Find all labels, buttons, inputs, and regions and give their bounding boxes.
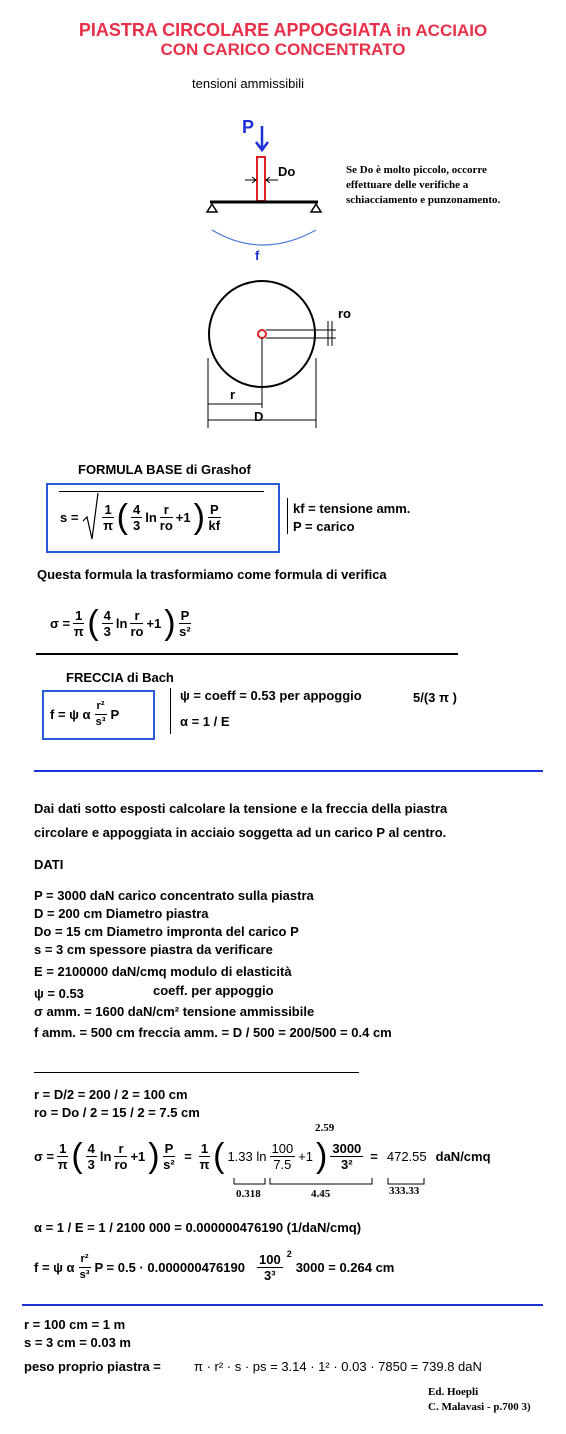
brace-445: 4.45 xyxy=(311,1188,331,1200)
page-title: PIASTRA CIRCOLARE APPOGGIATA in ACCIAIO xyxy=(78,20,488,40)
problem-text-1: Dai dati sotto esposti calcolare la tensione e la freccia della piastra xyxy=(34,801,448,816)
dati-heading: DATI xyxy=(34,857,64,872)
bach-formula: f = ψ α $\frac{\text{r²}}{\text{s³}}$ P xyxy=(50,699,120,728)
bach-psi: ψ = coeff = 0.53 per appoggio xyxy=(180,688,362,703)
deflection-label: f xyxy=(255,248,260,263)
dato-E: E = 2100000 daN/cmq modulo di elasticità xyxy=(34,964,292,979)
calc-alpha: α = 1 / E = 1 / 2100 000 = 0.000000476190 (1/daN/cmq) xyxy=(34,1220,362,1235)
deflection-curve xyxy=(212,230,316,245)
credit-publisher: Ed. Hoepli xyxy=(428,1386,479,1398)
sigma-calc: σ = $\frac{1}{\pi}$ ( $\frac{4}{3}$ ln $\frac{r}{ro}$ +1 ) $\frac{P}{\text{s²}}$ = $\frac{1}{\pi}$ ( 1.33 ln $\frac{100}{7.5}$ +1 ) $\frac{3000}{\text{3²}}$ = 472.55 daN/cmq xyxy=(34,1137,491,1175)
ro-label: ro xyxy=(338,306,351,321)
bach-heading: FRECCIA di Bach xyxy=(66,670,174,685)
grashof-formula: s = $\frac{1}{\pi}$ ( $\frac{4}{3}$ ln $\frac{r}{ro}$ +1 ) $\frac{P}{kf}$ xyxy=(60,490,221,544)
load-point xyxy=(258,330,266,338)
page-title-line2: CON CARICO CONCENTRATO xyxy=(160,40,406,59)
bach-psi-frac: 5/(3 π ) xyxy=(413,690,457,705)
r-label: r xyxy=(230,387,236,402)
brace-333: 333.33 xyxy=(389,1185,420,1197)
load-imprint xyxy=(257,157,265,201)
imprint-label: Do xyxy=(278,164,296,179)
D-label: D xyxy=(254,409,264,424)
dato-Do: Do = 15 cm Diametro impronta del carico P xyxy=(34,924,299,939)
dato-D: D = 200 cm Diametro piastra xyxy=(34,906,209,921)
brace-318: 0.318 xyxy=(236,1188,261,1200)
sigma-result: 472.55 xyxy=(386,1148,427,1164)
verifica-formula: σ = $\frac{1}{\pi}$ ( $\frac{4}{3}$ ln $\frac{r}{ro}$ +1 ) $\frac{P}{\text{s²}}$ xyxy=(50,604,191,642)
right-support xyxy=(311,204,321,212)
calc-ro: ro = Do / 2 = 15 / 2 = 7.5 cm xyxy=(34,1105,200,1120)
page-subtitle: tensioni ammissibili xyxy=(192,76,304,91)
grashof-heading: FORMULA BASE di Grashof xyxy=(78,462,251,477)
weight-formula: π · r² · s · ps = 3.14 · 1² · 0.03 · 7850 = 739.8 daN xyxy=(194,1359,482,1374)
weight-r: r = 100 cm = 1 m xyxy=(24,1317,126,1332)
weight-s: s = 3 cm = 0.03 m xyxy=(24,1335,131,1350)
dato-psi: ψ = 0.53 xyxy=(34,986,84,1001)
dato-P: P = 3000 daN carico concentrato sulla piastra xyxy=(34,888,314,903)
load-label: P xyxy=(242,117,255,137)
ln-value: 2.59 xyxy=(315,1122,335,1134)
grashof-legend: kf = tensione amm. P = carico xyxy=(293,501,411,534)
dato-f: f amm. = 500 cm freccia amm. = D / 500 = 200/500 = 0.4 cm xyxy=(34,1025,392,1040)
dato-psi-note: coeff. per appoggio xyxy=(153,983,274,998)
dato-s: s = 3 cm spessore piastra da verificare xyxy=(34,942,273,957)
weight-label: peso proprio piastra = xyxy=(24,1359,161,1374)
f-calc: f = ψ α $\frac{\text{r²}}{\text{s³}}$ P = 0.5 · 0.000000476190 $\frac{100}{\text{3³}}$ 2 3000 = 0.264 cm xyxy=(34,1249,395,1283)
figure-note: Se Do è molto piccolo, occorre effettuare delle verifiche a schiacciamento e punzonamento. xyxy=(346,164,501,206)
braces xyxy=(0,1176,566,1188)
left-support xyxy=(207,204,217,212)
plate-diagram xyxy=(0,110,566,440)
problem-text-2: circolare e appoggiata in acciaio soggetta ad un carico P al centro. xyxy=(34,825,447,840)
credit-author: C. Malavasi - p.700 3) xyxy=(428,1401,531,1413)
verifica-heading: Questa formula la trasformiamo come formula di verifica xyxy=(37,567,387,582)
calc-r: r = D/2 = 200 / 2 = 100 cm xyxy=(34,1087,188,1102)
bach-alpha: α = 1 / E xyxy=(180,714,230,729)
dato-sigma: σ amm. = 1600 daN/cm² tensione ammissibile xyxy=(34,1004,315,1019)
